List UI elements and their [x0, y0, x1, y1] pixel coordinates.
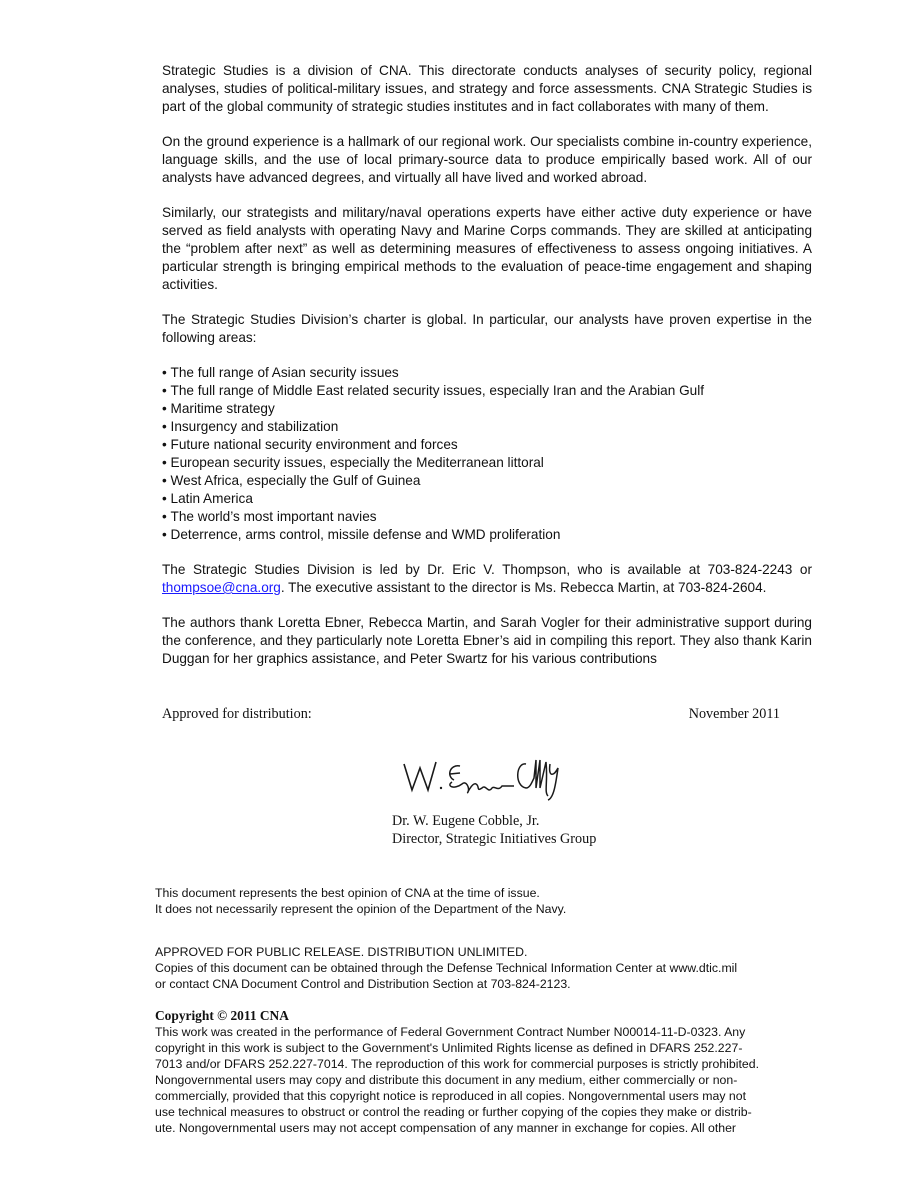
list-item: • European security issues, especially the Mediterranean littoral: [162, 454, 812, 472]
acknowledgement-paragraph: The authors thank Loretta Ebner, Rebecca Martin, and Sarah Vogler for their administrative support during the conference, and they particularly note Loretta Ebner’s aid in compiling this report. They also thank Karin Duggan for her graphics assistance, and Peter Swartz for his various contributions: [162, 615, 812, 666]
list-item: • Future national security environment and forces: [162, 436, 812, 454]
copyright-line: copyright in this work is subject to the Government's Unlimited Rights license as defined in DFARS 252.227-: [155, 1041, 743, 1055]
list-item: • The full range of Asian security issues: [162, 364, 812, 382]
list-item: • Latin America: [162, 490, 812, 508]
director-email-link[interactable]: thompsoe@cna.org: [162, 580, 281, 595]
intro-paragraph: Strategic Studies is a division of CNA. This directorate conducts analyses of security policy, regional analyses, studies of political-military issues, and strategy and force assessments. CNA Strategic Studies is part of the global community of strategic studies institutes and in fact collaborates with many of them.: [162, 63, 812, 114]
copyright-line: Nongovernmental users may copy and distribute this document in any medium, either commercially or non-: [155, 1073, 738, 1087]
copyright-text: [155, 1024, 825, 1136]
body-text: [162, 62, 812, 685]
disclaimer: [155, 885, 566, 917]
disclaimer-line: This document represents the best opinion of CNA at the time of issue.: [155, 886, 540, 900]
regional-work-paragraph: On the ground experience is a hallmark of our regional work. Our specialists combine in-country experience, language skills, and the use of local primary-source data to produce empirically based work. All of our analysts have advanced degrees, and virtually all have lived and worked abroad.: [162, 134, 812, 185]
copyright-line: commercially, provided that this copyright notice is reproduced in all copies. Nongovernmental users may not: [155, 1089, 746, 1103]
list-item: • Insurgency and stabilization: [162, 418, 812, 436]
copyright-line: This work was created in the performance of Federal Government Contract Number N00014-11-D-0323. Any: [155, 1025, 746, 1039]
signature-image: [398, 752, 578, 802]
leadership-text: The Strategic Studies Division is led by Dr. Eric V. Thompson, who is available at 703-824-2243 or: [162, 562, 812, 577]
strategists-paragraph: Similarly, our strategists and military/naval operations experts have either active duty experience or have served as field analysts with operating Navy and Marine Corps commands. They are skilled at anticipating the “problem after next” as well as determining measures of effectiveness to assess ongoing initiatives. A particular strength is bringing empirical methods to the evaluation of peace-time engagement and shaping activities.: [162, 205, 812, 292]
signer-title: Director, Strategic Initiatives Group: [392, 831, 597, 847]
approval-label: Approved for distribution:: [162, 706, 312, 722]
list-item: • The full range of Middle East related security issues, especially Iran and the Arabian Gulf: [162, 382, 812, 400]
list-item: • Maritime strategy: [162, 400, 812, 418]
expertise-list: [162, 364, 812, 544]
copyright-section: [155, 1008, 825, 1136]
copyright-heading: Copyright © 2011 CNA: [155, 1008, 289, 1023]
release-notice: [155, 944, 737, 992]
signer-name: Dr. W. Eugene Cobble, Jr.: [392, 813, 540, 829]
copyright-line: 7013 and/or DFARS 252.227-7014. The reproduction of this work for commercial purposes is strictly prohibited.: [155, 1057, 759, 1071]
charter-paragraph: The Strategic Studies Division’s charter is global. In particular, our analysts have proven expertise in the following areas:: [162, 312, 812, 345]
release-copies: Copies of this document can be obtained through the Defense Technical Information Center at www.dtic.mil: [155, 961, 738, 975]
copyright-line: use technical measures to obstruct or control the reading or further copying of the copies they make or distrib-: [155, 1105, 752, 1119]
release-statement: APPROVED FOR PUBLIC RELEASE. DISTRIBUTION UNLIMITED.: [155, 945, 528, 959]
list-item: • West Africa, especially the Gulf of Guinea: [162, 472, 812, 490]
approval-row: [162, 706, 780, 723]
copyright-line: ute. Nongovernmental users may not accept compensation of any manner in exchange for copies. All other: [155, 1121, 737, 1135]
approval-date: November 2011: [688, 706, 780, 722]
list-item: • Deterrence, arms control, missile defense and WMD proliferation: [162, 526, 812, 544]
list-item: • The world’s most important navies: [162, 508, 812, 526]
assistant-text: . The executive assistant to the director is Ms. Rebecca Martin, at 703-824-2604.: [280, 580, 767, 595]
signer-block: [392, 812, 596, 848]
disclaimer-line: It does not necessarily represent the opinion of the Department of the Navy.: [155, 902, 567, 916]
release-contact: or contact CNA Document Control and Distribution Section at 703-824-2123.: [155, 977, 571, 991]
leadership-paragraph: [162, 561, 812, 597]
